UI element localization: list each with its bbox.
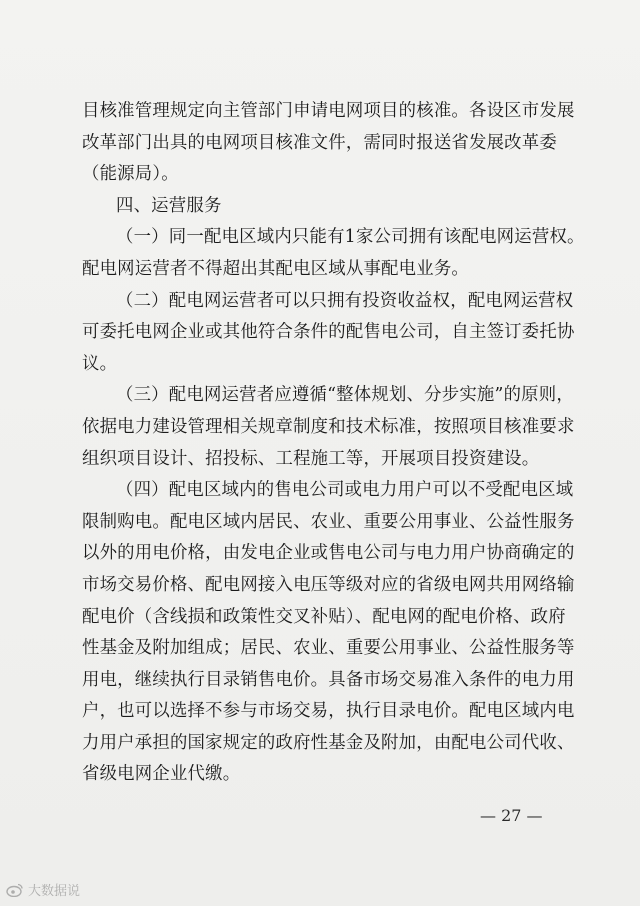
- text-line: 组织项目设计、招投标、工程施工等，开展项目投资建设。: [82, 448, 540, 469]
- page-number: — 27 —: [480, 806, 543, 825]
- watermark-text: 大数据说: [28, 884, 81, 899]
- document-body: [82, 96, 585, 791]
- text-line: 用电，继续执行目录销售电价。具备市场交易准入条件的电力用: [82, 669, 575, 690]
- watermark: [6, 880, 80, 899]
- text-line: 配电价（含线损和政策性交叉补贴）、配电网的配电价格、政府: [82, 606, 566, 627]
- text-line: 省级电网企业代缴。: [82, 764, 241, 785]
- text-line: 配电网运营者不得超出其配电区域从事配电业务。: [82, 258, 469, 279]
- text-line: 户，也可以选择不参与市场交易，执行目录电价。配电区域内电: [82, 701, 575, 722]
- text-line: （能源局）。: [82, 164, 179, 185]
- text-line: 可委托电网企业或其他符合条件的配售电公司，自主签订委托协: [82, 322, 575, 343]
- paragraph-1-start: （一）同一配电区域内只能有1家公司拥有该配电网运营权。: [116, 227, 585, 248]
- text-line: 目核准管理规定向主管部门申请电网项目的核准。各设区市发展: [82, 101, 575, 121]
- section-heading: 四、运营服务: [116, 195, 222, 216]
- text-line: 议。: [82, 353, 118, 374]
- text-line: 改革部门出具的电网项目核准文件，需同时报送省发展改革委: [82, 132, 557, 153]
- text-line: 以外的用电价格，由发电企业或售电公司与电力用户协商确定的: [82, 543, 575, 564]
- text-line: 依据电力建设管理相关规章制度和技术标准，按照项目核准要求: [82, 416, 575, 437]
- paragraph-4-start: （四）配电区域内的售电公司或电力用户可以不受配电区域: [116, 480, 574, 501]
- weibo-logo-icon: [6, 883, 24, 897]
- text-line: 力用户承担的国家规定的政府性基金及附加，由配电公司代收、: [82, 732, 575, 753]
- paragraph-2-start: （二）配电网运营者可以只拥有投资收益权，配电网运营权: [116, 290, 574, 311]
- paragraph-3-start: （三）配电网运营者应遵循“整体规划、分步实施”的原则，: [116, 385, 574, 406]
- text-line: 限制购电。配电区域内居民、农业、重要公用事业、公益性服务: [82, 511, 575, 532]
- text-line: 性基金及附加组成；居民、农业、重要公用事业、公益性服务等: [82, 638, 575, 659]
- text-line: 市场交易价格、配电网接入电压等级对应的省级电网共用网络输: [82, 574, 575, 595]
